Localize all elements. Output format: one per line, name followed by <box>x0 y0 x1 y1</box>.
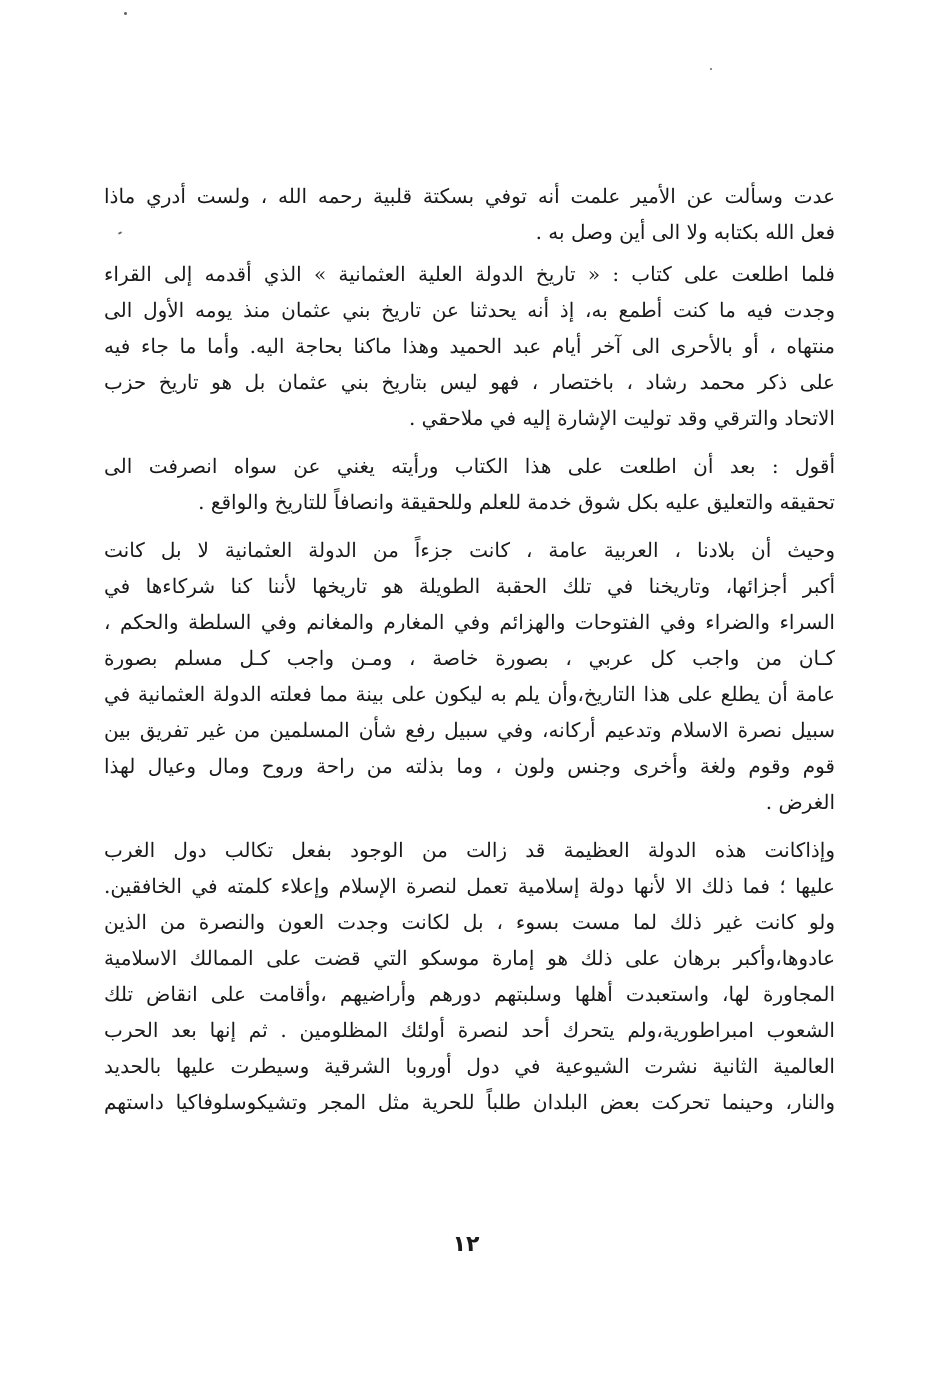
paragraph-4 <box>104 532 835 820</box>
text-line: وإذاكانت هذه الدولة العظيمة قد زالت من الوجود بفعل تكالب دول الغرب <box>104 838 835 862</box>
text-line: الشعوب امبراطورية،ولم يتحرك أحد لنصرة أولئك المظلومين . ثم إنها بعد الحرب <box>104 1018 835 1042</box>
paragraph-2 <box>104 256 835 436</box>
text-line: على ذكر محمد رشاد ، باختصار ، فهو ليس بتاريخ بني عثمان بل هو تاريخ حزب <box>104 370 835 394</box>
body-text <box>104 178 835 1120</box>
text-line: عادوها،وأكبر برهان على ذلك هو إمارة موسكو التي قضت على الممالك الاسلامية <box>104 946 835 970</box>
paragraph-1 <box>104 178 835 250</box>
text-line: والنار، وحينما تحركت بعض البلدان طلباً للحرية مثل المجر وتشيكوسلوفاكيا داستهم <box>104 1090 835 1114</box>
text-line: عدت وسألت عن الأمير علمت أنه توفي بسكتة قلبية رحمه الله ، ولست أدري ماذا <box>104 184 835 208</box>
text-line: الغرض . <box>765 790 835 814</box>
text-line: المجاورة لها، واستعبدت أهلها وسلبتهم دورهم وأراضيهم ،وأقامت على انقاض تلك <box>104 982 835 1006</box>
text-line: أقول : بعد أن اطلعت على هذا الكتاب ورأيته يغني عن سواه انصرفت الى <box>104 454 835 478</box>
text-line: أكبر أجزائها، وتاريخنا في تلك الحقبة الطويلة هو تاريخها لأننا كنا شركاءها في <box>104 574 835 598</box>
text-line: عامة أن يطلع على هذا التاريخ،وأن يلم به ليكون على بينة مما فعلته الدولة العثمانية في <box>104 682 835 706</box>
text-line: الاتحاد والترقي وقد توليت الإشارة إليه في ملاحقي . <box>408 406 835 430</box>
text-line: فلما اطلعت على كتاب : « تاريخ الدولة العلية العثمانية » الذي أقدمه إلى القراء <box>104 262 835 286</box>
text-line: وحيث أن بلادنا ، العربية عامة ، كانت جزءاً من الدولة العثمانية لا بل كانت <box>104 538 835 562</box>
scan-speck <box>710 68 712 70</box>
text-line: العالمية الثانية نشرت الشيوعية في دول أوروبا الشرقية وسيطرت عليها بالحديد <box>104 1054 835 1078</box>
text-line: تحقيقه والتعليق عليه بكل شوق خدمة للعلم وللحقيقة وانصافاً للتاريخ والواقع . <box>198 490 835 514</box>
text-line: فعل الله بكتابه ولا الى أين وصل به . <box>535 220 835 244</box>
text-line: منتهاه ، أو بالأحرى الى آخر أيام عبد الحميد وهذا ماكنا بحاجة اليه. وأما ما جاء فيه <box>104 334 835 358</box>
text-line: عليها ؛ فما ذلك الا لأنها دولة إسلامية تعمل لنصرة الإسلام وإعلاء كلمته في الخافقين. <box>104 874 835 898</box>
page-number: ١٢ <box>452 1232 480 1257</box>
text-line: قوم وقوم ولغة وأخرى وجنس ولون ، وما بذلته من راحة وروح ومال وعيال لهذا <box>104 754 835 778</box>
paragraph-3 <box>104 448 835 520</box>
text-line: وجدت فيه ما كنت أطمع به، إذ أنه يحدثنا عن تاريخ بني عثمان منذ يومه الأول الى <box>104 298 835 322</box>
text-line: السراء والضراء وفي الفتوحات والهزائم وفي المغارم والمغانم وفي السلطة والحكم ، <box>104 610 835 634</box>
paragraph-5 <box>104 832 835 1120</box>
text-line: سبيل نصرة الاسلام وتدعيم أركانه، وفي سبيل رفع شأن المسلمين من غير تفريق بين <box>104 718 835 742</box>
scan-speck <box>124 12 127 15</box>
text-line: ولو كانت غير ذلك لما مست بسوء ، بل لكانت وجدت العون والنصرة من الذين <box>104 910 835 934</box>
text-line: كـان من واجب كل عربي ، بصورة خاصة ، ومـن واجب كـل مسلم بصورة <box>104 646 835 670</box>
